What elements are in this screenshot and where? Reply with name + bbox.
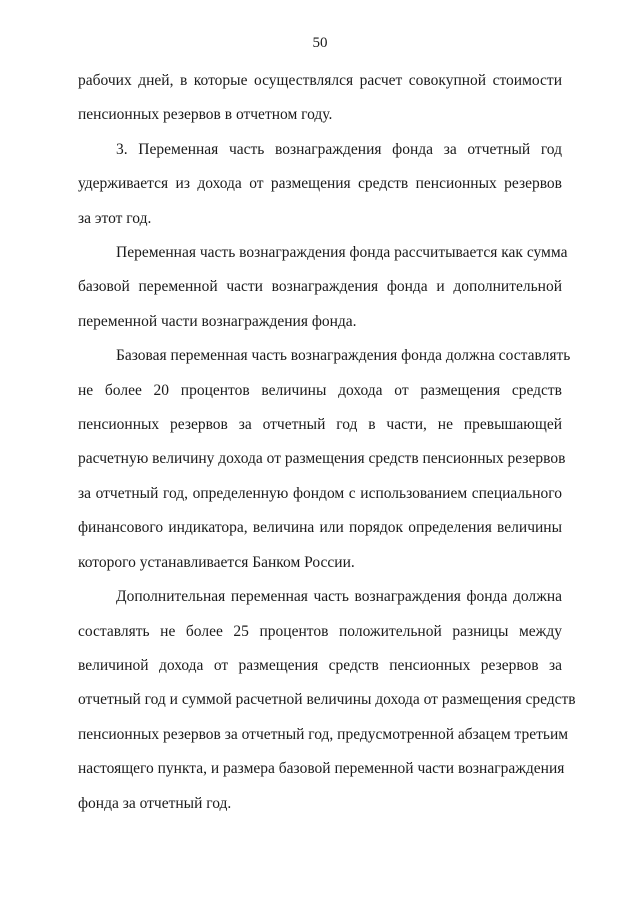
- text-line: фонда за отчетный год.: [78, 794, 232, 812]
- text-line: финансового индикатора, величина или порядок определения величины: [78, 519, 562, 537]
- text-line: пенсионных резервов за отчетный год, предусмотренной абзацем третьим: [78, 725, 569, 743]
- text-line: Базовая переменная часть вознаграждения фонда должна составлять: [116, 347, 571, 365]
- text-line: пенсионных резервов за отчетный год в части, не превышающей: [78, 416, 562, 434]
- text-line: рабочих дней, в которые осуществлялся расчет совокупной стоимости: [78, 72, 562, 89]
- text-line: настоящего пункта, и размера базовой переменной части вознаграждения: [78, 760, 565, 778]
- page-number: 50: [312, 35, 328, 51]
- text-line: удерживается из дохода от размещения средств пенсионных резервов: [78, 175, 562, 193]
- text-line: пенсионных резервов в отчетном году.: [78, 106, 333, 124]
- text-line: переменной части вознаграждения фонда.: [78, 312, 357, 330]
- text-line: за отчетный год, определенную фондом с использованием специального: [78, 484, 562, 502]
- paragraph: [78, 580, 576, 821]
- paragraph: [78, 236, 568, 339]
- text-line: Переменная часть вознаграждения фонда рассчитывается как сумма: [116, 244, 568, 262]
- text-line: которого устанавливается Банком России.: [78, 553, 355, 571]
- text-line: расчетную величину дохода от размещения средств пенсионных резервов: [78, 450, 566, 468]
- text-line: за этот год.: [78, 209, 152, 227]
- text-line: величиной дохода от размещения средств пенсионных резервов за: [78, 656, 562, 674]
- text-line: составлять не более 25 процентов положительной разницы между: [78, 622, 562, 640]
- text-line: 3. Переменная часть вознаграждения фонда за отчетный год: [116, 140, 562, 158]
- text-line: не более 20 процентов величины дохода от размещения средств: [78, 381, 562, 399]
- text-line: базовой переменной части вознаграждения фонда и дополнительной: [78, 278, 562, 296]
- document-body: [78, 64, 576, 821]
- paragraph: [78, 64, 562, 133]
- text-line: Дополнительная переменная часть вознаграждения фонда должна: [116, 588, 562, 606]
- text-line: отчетный год и суммой расчетной величины дохода от размещения средств: [78, 691, 576, 709]
- paragraph: [78, 133, 562, 236]
- paragraph: [78, 339, 571, 580]
